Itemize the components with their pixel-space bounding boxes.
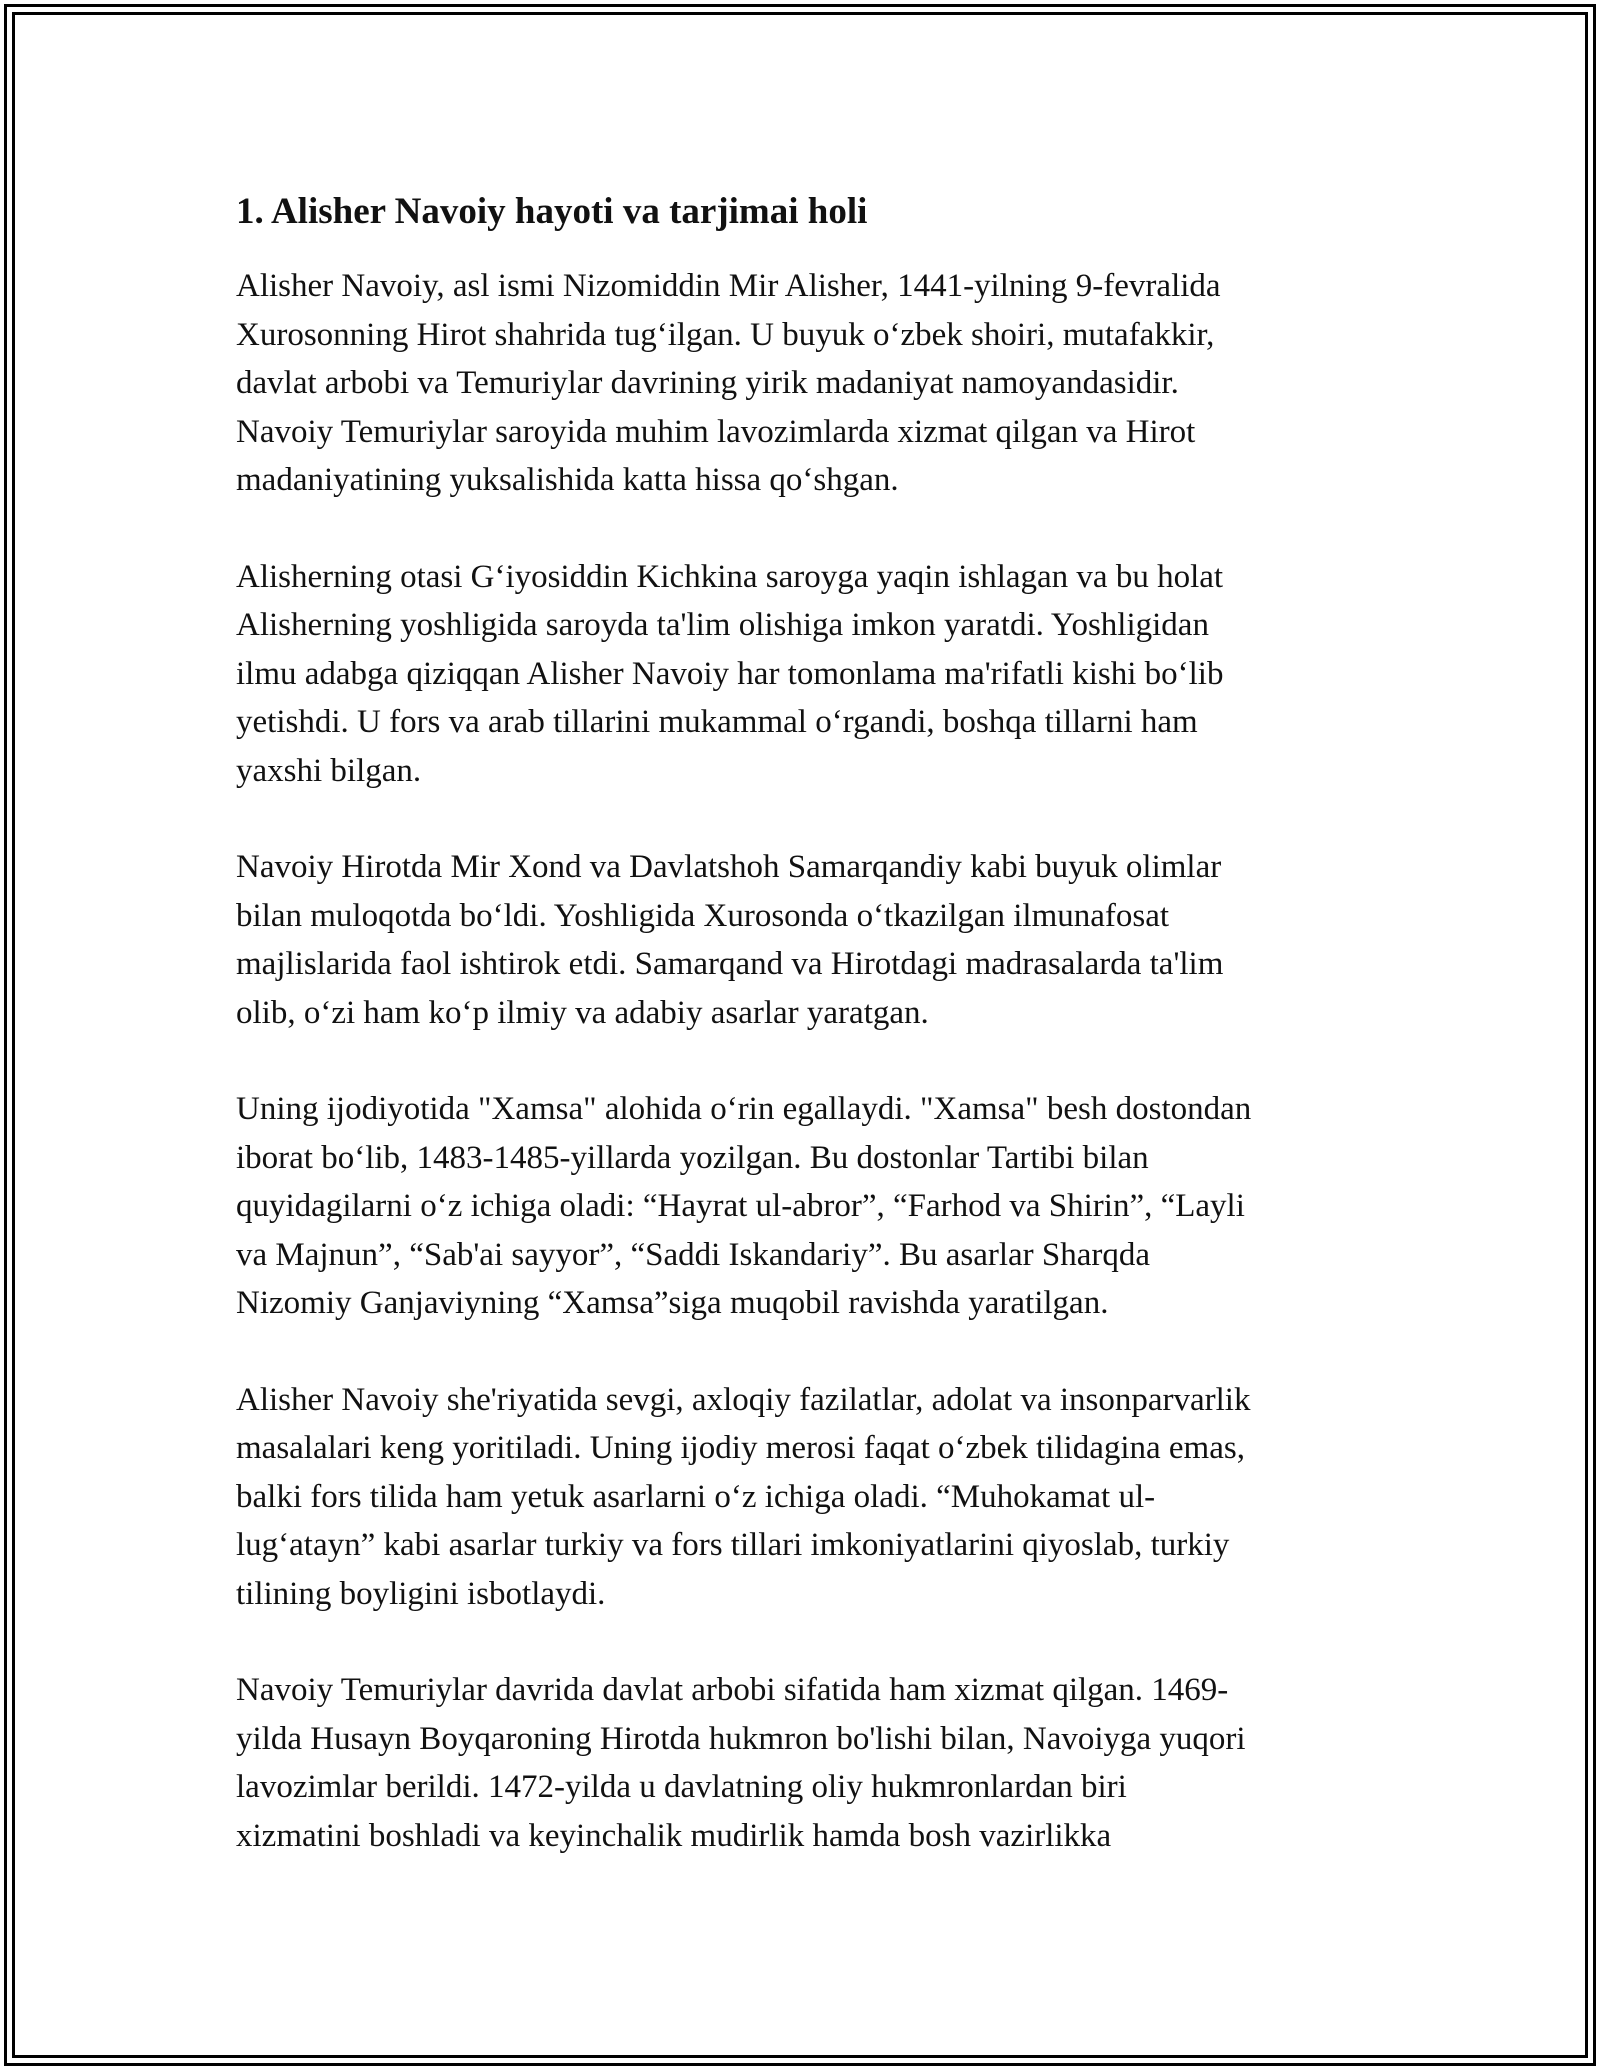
- text-line: iborat bo‘lib, 1483-1485-yillarda yozilgan. Bu dostonlar Tartibi bilan: [236, 1139, 1149, 1176]
- text-line: Navoiy Temuriylar saroyida muhim lavozimlarda xizmat qilgan va Hirot: [236, 413, 1196, 450]
- text-line: yetishdi. U fors va arab tillarini mukammal o‘rgandi, boshqa tillarni ham: [236, 704, 1198, 740]
- text-line: madaniyatining yuksalishida katta hissa qo‘shgan.: [236, 462, 899, 498]
- text-line: Xurosonning Hirot shahrida tug‘ilgan. U buyuk o‘zbek shoiri, mutafakkir,: [236, 316, 1215, 353]
- text-line: ilmu adabga qiziqqan Alisher Navoiy har tomonlama ma'rifatli kishi bo‘lib: [236, 655, 1224, 692]
- text-line: Uning ijodiyotida "Xamsa" alohida o‘rin egallaydi. "Xamsa" besh dostondan: [236, 1091, 1252, 1127]
- text-line: yaxshi bilgan.: [236, 752, 422, 789]
- paragraph-biography-intro: [236, 262, 1376, 505]
- text-line: xizmatini boshladi va keyinchalik mudirlik hamda bosh vazirlikka: [236, 1817, 1112, 1854]
- document-body: [236, 188, 1376, 1908]
- text-line: yilda Husayn Boyqaroning Hirotda hukmron bo'lishi bilan, Navoiyga yuqori: [236, 1720, 1246, 1757]
- text-line: lavozimlar berildi. 1472-yilda u davlatning oliy hukmronlardan biri: [236, 1769, 1127, 1805]
- text-line: Alisher Navoiy she'riyatida sevgi, axloqiy fazilatlar, adolat va insonparvarlik: [236, 1381, 1251, 1418]
- text-line: Nizomiy Ganjaviyning “Xamsa”siga muqobil ravishda yaratilgan.: [236, 1285, 1109, 1321]
- text-line: quyidagilarni o‘z ichiga oladi: “Hayrat ul-abror”, “Farhod va Shirin”, “Layli: [236, 1188, 1245, 1224]
- paragraph-scholars: [236, 843, 1376, 1037]
- section-title: 1. Alisher Navoiy hayoti va tarjimai holi: [236, 191, 868, 232]
- text-line: olib, o‘zi ham ko‘p ilmiy va adabiy asarlar yaratgan.: [236, 994, 929, 1031]
- text-line: va Majnun”, “Sab'ai sayyor”, “Saddi Iskandariy”. Bu asarlar Sharqda: [236, 1236, 1151, 1273]
- text-line: davlat arbobi va Temuriylar davrining yirik madaniyat namoyandasidir.: [236, 365, 1179, 401]
- text-line: lug‘atayn” kabi asarlar turkiy va fors tillari imkoniyatlarini qiyoslab, turkiy: [236, 1527, 1230, 1563]
- text-line: tilining boyligini isbotlaydi.: [236, 1575, 606, 1612]
- text-line: Navoiy Temuriylar davrida davlat arbobi sifatida ham xizmat qilgan. 1469-: [236, 1672, 1229, 1708]
- text-line: masalalari keng yoritiladi. Uning ijodiy merosi faqat o‘zbek tilidagina emas,: [236, 1430, 1245, 1466]
- text-line: Alisher Navoiy, asl ismi Nizomiddin Mir Alisher, 1441-yilning 9-fevralida: [236, 268, 1221, 304]
- paragraph-xamsa: [236, 1085, 1376, 1328]
- text-line: bilan muloqotda bo‘ldi. Yoshligida Xurosonda o‘tkazilgan ilmunafosat: [236, 897, 1170, 934]
- text-line: balki fors tilida ham yetuk asarlarni o‘z ichiga oladi. “Muhokamat ul-: [236, 1478, 1156, 1515]
- paragraph-poetry: [236, 1376, 1376, 1619]
- text-line: majlislarida faol ishtirok etdi. Samarqand va Hirotdagi madrasalarda ta'lim: [236, 946, 1224, 982]
- text-line: Alisherning otasi G‘iyosiddin Kichkina saroyga yaqin ishlagan va bu holat: [236, 558, 1224, 595]
- text-line: Navoiy Hirotda Mir Xond va Davlatshoh Samarqandiy kabi buyuk olimlar: [236, 849, 1222, 885]
- paragraph-statesman: [236, 1666, 1376, 1860]
- text-line: Alisherning yoshligida saroyda ta'lim olishiga imkon yaratdi. Yoshligidan: [236, 607, 1209, 643]
- paragraph-education: [236, 553, 1376, 796]
